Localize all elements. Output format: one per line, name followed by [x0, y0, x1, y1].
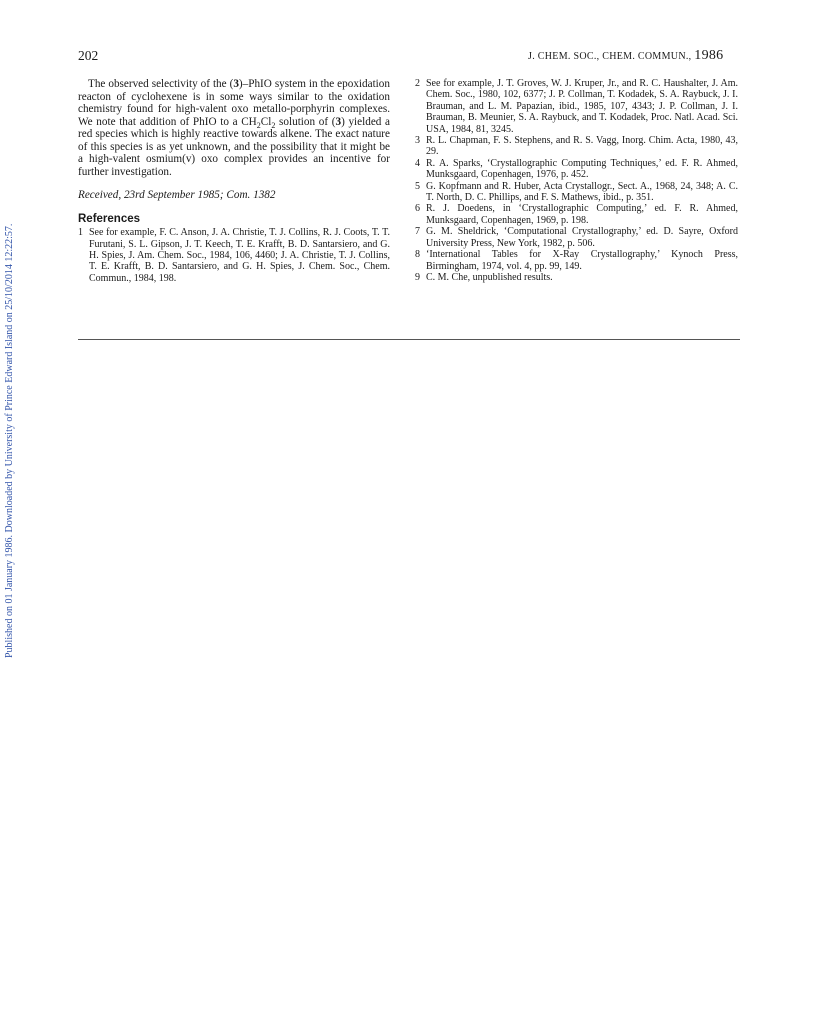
end-rule [78, 339, 740, 340]
download-watermark [3, 140, 19, 660]
reference-item [415, 135, 738, 158]
right-column [415, 78, 738, 283]
journal-name: J. CHEM. SOC., CHEM. COMMUN., [528, 51, 692, 62]
reference-item [415, 272, 738, 283]
journal-year: 1986 [694, 48, 724, 63]
reference-number: 9 [415, 271, 420, 283]
reference-text: R. A. Sparks, ‘Crystallographic Computing Techniques,’ ed. F. R. Ahmed, Munksgaard, Copenhagen, 1976, p. 452. [426, 157, 738, 181]
reference-number: 3 [415, 135, 420, 147]
reference-number: 2 [415, 78, 420, 89]
reference-text: See for example, F. C. Anson, J. A. Christie, T. J. Collins, R. J. Coots, T. T. Furutani, S. L. Gipson, J. T. Keech, T. E. Krafft, B. D. Santarsiero, and G. H. Spies, J. Am. Chem. Soc., 1984, 106, 4460; J. A. Christie, T. J. Collins, T. E. Krafft, B. D. Santarsiero, and G. H. Spies, J. Chem. Soc., Chem. Commun., 1984, 198. [89, 227, 390, 284]
references-heading: References [78, 212, 141, 225]
reference-text: R. L. Chapman, F. S. Stephens, and R. S. Vagg, Inorg. Chim. Acta, 1980, 43, 29. [426, 135, 738, 158]
reference-item [415, 158, 738, 181]
reference-number: 8 [415, 249, 420, 261]
reference-item [415, 181, 738, 204]
reference-text: See for example, J. T. Groves, W. J. Kruper, Jr., and R. C. Haushalter, J. Am. Chem. Soc., 1980, 102, 6377; J. P. Collman, T. Kodadek, S. A. Raybuck, J. I. Brauman, and L. M. Papazian, ibid., 1985, 107, 4343; J. P. Collman, J. I. Brauman, B. Meunier, S. A. Raybuck, and T. Kodadek, Proc. Natl. Acad. Sci. USA, 1984, 81, 3245. [426, 78, 738, 135]
body-paragraph: The observed selectivity of the (3)–PhIO system in the epoxidation reacton of cyclohexene is in some ways similar to the oxidation chemistry found for high-valent oxo metallo-porphyrin complexes. We note that addition of PhIO to a $CH_2Cl_2$ solution of (3) yielded a red species which is highly reactive towards alkene. The exact nature of this species is as yet unknown, and the possibility that it might be a high-valent osmium(v) oxo complex provides an incentive for further investigation. [78, 78, 390, 178]
reference-text: G. Kopfmann and R. Huber, Acta Crystallogr., Sect. A., 1968, 24, 348; A. C. T. North, D. C. Phillips, and F. S. Mathews, ibid., p. 351. [426, 180, 738, 204]
reference-number: 7 [415, 226, 420, 238]
running-head [528, 48, 738, 64]
reference-item [415, 226, 738, 249]
reference-number: 1 [78, 227, 83, 239]
page-number: 202 [78, 48, 99, 63]
reference-text: G. M. Sheldrick, ‘Computational Crystallography,’ ed. D. Sayre, Oxford University Press, New York, 1982, p. 506. [426, 226, 738, 249]
reference-number: 5 [415, 180, 420, 192]
download-watermark-text: Published on 01 January 1986. Downloaded by University of Prince Edward Island on 25/10/2014 12:22:57. [4, 223, 15, 658]
reference-number: 6 [415, 203, 420, 215]
received-line: Received, 23rd September 1985; Com. 1382 [78, 189, 276, 201]
reference-text: R. J. Doedens, in ‘Crystallographic Computing,’ ed. F. R. Ahmed, Munksgaard, Copenhagen, 1969, p. 198. [426, 203, 738, 226]
reference-item [78, 227, 390, 284]
reference-item [415, 249, 738, 272]
reference-number: 4 [415, 157, 420, 169]
reference-item [415, 203, 738, 226]
left-column [78, 78, 390, 284]
reference-text: C. M. Che, unpublished results. [426, 271, 553, 283]
reference-text: ‘International Tables for X-Ray Crystallography,’ Kynoch Press, Birmingham, 1974, vol. 4, pp. 99, 149. [426, 249, 738, 272]
reference-item [415, 78, 738, 135]
